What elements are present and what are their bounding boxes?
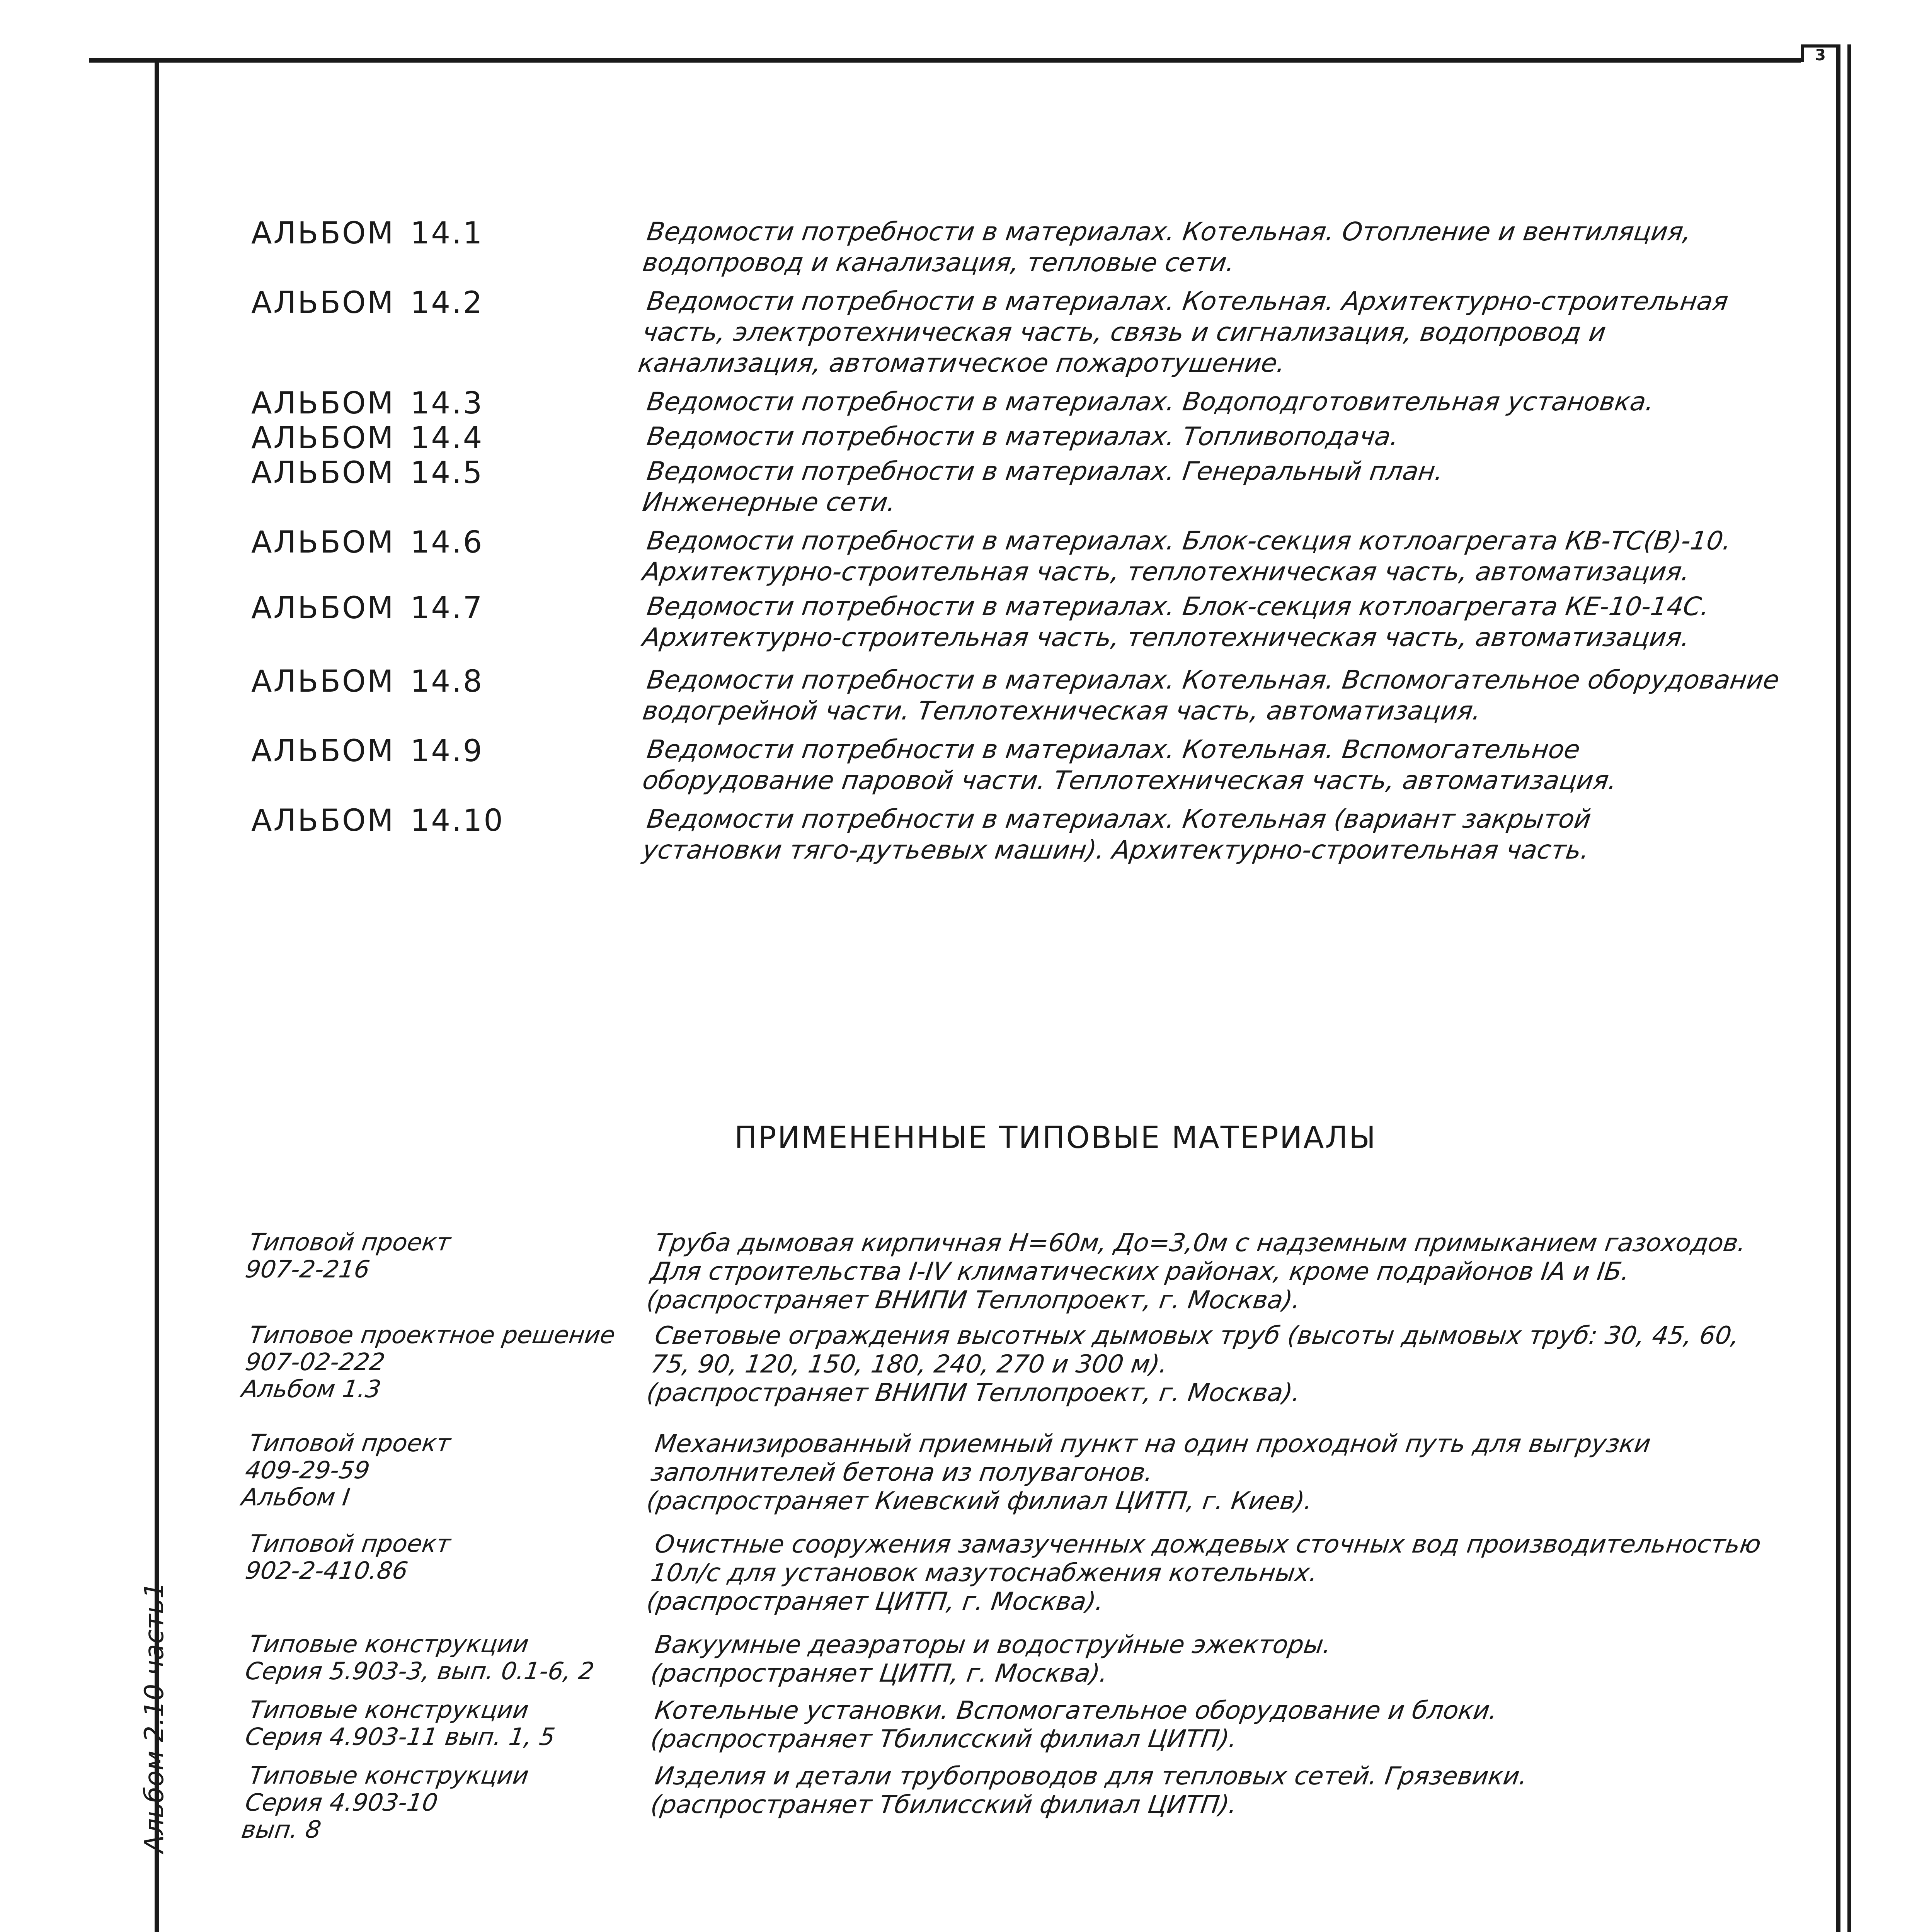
- album-description-line: водогрейной части. Теплотехническая часть, автоматизация.: [640, 696, 1483, 726]
- album-row: [251, 386, 1836, 420]
- material-description-line: Труба дымовая кирпичная Н=60м, До=3,0м с надземным примыканием газоходов.: [653, 1229, 1748, 1257]
- material-description-line: Изделия и детали трубопроводов для тепловых сетей. Грязевики.: [653, 1762, 1529, 1791]
- material-description: [649, 1696, 1836, 1753]
- material-description: [645, 1229, 1836, 1315]
- material-description-line: (распространяет Тбилисский филиал ЦИТП).: [649, 1791, 1239, 1819]
- material-reference: [239, 1229, 657, 1315]
- album-label: [251, 456, 649, 518]
- material-reference-line: Альбом I: [240, 1483, 352, 1511]
- album-word: АЛЬБОМ: [251, 803, 395, 838]
- album-word: АЛЬБОМ: [251, 286, 395, 320]
- album-label: [251, 665, 649, 726]
- material-row: [240, 1321, 1836, 1407]
- material-reference-line: Типовой проект: [247, 1228, 453, 1256]
- album-description: [641, 804, 1828, 866]
- album-description: [641, 734, 1828, 796]
- material-description-line: (распространяет ЦИТП, г. Москва).: [645, 1587, 1106, 1616]
- album-description: [645, 386, 1828, 420]
- album-description: [641, 456, 1828, 518]
- album-description-line: Ведомости потребности в материалах. Генеральный план.: [645, 456, 1445, 486]
- album-number: 14.2: [410, 286, 484, 320]
- album-description-line: Ведомости потребности в материалах. Котельная. Вспомогательное оборудование: [645, 665, 1781, 695]
- album-number: 14.4: [410, 421, 484, 456]
- album-description-line: установки тяго-дутьевых машин). Архитектурно-строительная часть.: [640, 835, 1592, 865]
- album-description: [641, 591, 1828, 653]
- album-description-line: Архитектурно-строительная часть, теплотехническая часть, автоматизация.: [640, 622, 1692, 652]
- album-description-line: канализация, автоматическое пожаротушение.: [636, 348, 1287, 378]
- material-reference: [243, 1631, 657, 1688]
- material-row: [243, 1529, 1836, 1616]
- material-reference: [239, 1430, 657, 1515]
- album-description-line: оборудование паровой части. Теплотехническая часть, автоматизация.: [640, 765, 1619, 795]
- album-row: [251, 804, 1836, 866]
- album-row: [251, 665, 1836, 726]
- material-reference: [239, 1321, 657, 1407]
- material-description: [649, 1631, 1836, 1688]
- album-label: [251, 286, 649, 379]
- album-description-line: Ведомости потребности в материалах. Котельная (вариант закрытой: [645, 804, 1593, 834]
- album-word: АЛЬБОМ: [251, 216, 395, 251]
- material-description-line: Очистные сооружения замазученных дождевых сточных вод производительностью: [653, 1530, 1763, 1559]
- album-description-line: Ведомости потребности в материалах. Топливоподача.: [645, 422, 1401, 451]
- album-word: АЛЬБОМ: [251, 734, 395, 769]
- album-word: АЛЬБОМ: [251, 525, 395, 560]
- frame-right-border-outer: [1847, 44, 1851, 1932]
- album-row: [251, 591, 1836, 653]
- album-description-line: часть, электротехническая часть, связь и сигнализация, водопровод и: [640, 317, 1608, 347]
- material-row: [243, 1630, 1836, 1688]
- material-row: [243, 1696, 1836, 1753]
- album-description: [645, 421, 1828, 455]
- album-description-line: Ведомости потребности в материалах. Водоподготовительная установка.: [645, 387, 1656, 417]
- material-reference-line: 902-2-410.86: [243, 1556, 410, 1585]
- section-title: ПРИМЕНЕННЫЕ ТИПОВЫЕ МАТЕРИАЛЫ: [734, 1121, 1377, 1155]
- material-description-line: Световые ограждения высотных дымовых труб (высоты дымовых труб: 30, 45, 60,: [653, 1321, 1741, 1350]
- album-description: [641, 526, 1828, 587]
- album-word: АЛЬБОМ: [251, 664, 395, 699]
- material-reference: [243, 1696, 657, 1753]
- material-row: [243, 1228, 1836, 1315]
- material-description-line: Механизированный приемный пункт на один проходной путь для выгрузки: [653, 1430, 1653, 1458]
- frame-right-border: [1836, 44, 1840, 1932]
- material-description: [645, 1530, 1836, 1616]
- album-label: [251, 526, 649, 587]
- album-row: [251, 526, 1836, 587]
- album-number: 14.1: [410, 216, 484, 251]
- album-number: 14.8: [410, 664, 484, 699]
- album-description-line: Инженерные сети.: [640, 487, 898, 517]
- material-description-line: (распространяет ЦИТП, г. Москва).: [649, 1659, 1110, 1688]
- album-label: [251, 591, 649, 653]
- material-reference-line: Альбом 1.3: [240, 1375, 383, 1403]
- album-row: [251, 456, 1836, 518]
- material-reference: [240, 1762, 657, 1843]
- album-row: [251, 734, 1836, 796]
- material-reference-line: Серия 4.903-11 вып. 1, 5: [243, 1723, 557, 1751]
- frame-top-line: [89, 58, 1801, 63]
- material-reference-line: Типовое проектное решение: [247, 1321, 617, 1349]
- material-description: [645, 1430, 1836, 1515]
- album-number: 14.5: [410, 456, 484, 490]
- album-label: [251, 804, 649, 866]
- album-word: АЛЬБОМ: [251, 421, 395, 456]
- album-row: [251, 216, 1836, 278]
- material-reference-line: Типовой проект: [247, 1429, 453, 1457]
- material-reference-line: 907-02-222: [243, 1348, 387, 1376]
- album-description-line: Ведомости потребности в материалах. Блок-секция котлоагрегата КВ-ТС(В)-10.: [645, 526, 1733, 556]
- album-number: 14.9: [410, 734, 484, 769]
- material-description-line: Вакуумные деаэраторы и водоструйные эжекторы.: [653, 1631, 1333, 1659]
- material-reference-line: Серия 5.903-3, вып. 0.1-6, 2: [243, 1657, 596, 1685]
- material-description-line: (распространяет ВНИПИ Теплопроект, г. Москва).: [645, 1286, 1302, 1315]
- album-description-line: водопровод и канализация, тепловые сети.: [640, 248, 1237, 277]
- page-number: 3: [1801, 44, 1840, 62]
- album-description: [641, 216, 1828, 278]
- material-description: [645, 1321, 1836, 1407]
- material-description-line: 10л/с для установок мазутоснабжения котельных.: [649, 1559, 1320, 1587]
- album-description-line: Ведомости потребности в материалах. Блок-секция котлоагрегата КЕ-10-14С.: [645, 592, 1711, 621]
- album-label: [251, 216, 649, 278]
- album-label: [251, 386, 649, 420]
- album-word: АЛЬБОМ: [251, 591, 395, 626]
- margin-note-album: Альбом 2.10 часть1: [139, 1582, 170, 1853]
- album-label: [251, 734, 649, 796]
- material-description-line: (распространяет Киевский филиал ЦИТП, г. Киев).: [645, 1487, 1314, 1515]
- material-description-line: заполнителей бетона из полувагонов.: [649, 1458, 1155, 1487]
- album-word: АЛЬБОМ: [251, 386, 395, 421]
- material-reference-line: вып. 8: [240, 1815, 323, 1844]
- album-word: АЛЬБОМ: [251, 456, 395, 490]
- album-description-line: Ведомости потребности в материалах. Котельная. Архитектурно-строительная: [645, 286, 1730, 316]
- album-description-line: Ведомости потребности в материалах. Котельная. Вспомогательное: [645, 735, 1582, 764]
- material-reference-line: Типовые конструкции: [247, 1761, 531, 1789]
- album-description-line: Ведомости потребности в материалах. Котельная. Отопление и вентиляция,: [645, 217, 1694, 247]
- album-description: [641, 665, 1828, 726]
- album-row: [251, 421, 1836, 455]
- material-description-line: (распространяет ВНИПИ Теплопроект, г. Москва).: [645, 1379, 1302, 1407]
- material-row: [240, 1761, 1836, 1844]
- material-reference-line: Типовые конструкции: [247, 1630, 531, 1658]
- album-number: 14.10: [410, 803, 505, 838]
- album-description-line: Архитектурно-строительная часть, теплотехническая часть, автоматизация.: [640, 557, 1692, 587]
- material-reference-line: Типовой проект: [247, 1529, 453, 1558]
- material-description-line: (распространяет Тбилисский филиал ЦИТП).: [649, 1725, 1239, 1753]
- material-description-line: 75, 90, 120, 150, 180, 240, 270 и 300 м).: [649, 1350, 1170, 1379]
- album-description: [636, 286, 1828, 379]
- material-reference-line: 409-29-59: [243, 1456, 372, 1484]
- margin-note: [139, 1132, 170, 1932]
- album-number: 14.3: [410, 386, 484, 421]
- material-reference-line: 907-2-216: [243, 1255, 372, 1283]
- material-reference: [239, 1530, 657, 1616]
- album-label: [251, 421, 649, 455]
- material-description-line: Котельные установки. Вспомогательное оборудование и блоки.: [653, 1696, 1500, 1725]
- material-reference-line: Серия 4.903-10: [243, 1788, 440, 1816]
- album-row: [251, 286, 1836, 379]
- material-row: [240, 1429, 1836, 1515]
- album-number: 14.6: [410, 525, 484, 560]
- material-reference-line: Типовые конструкции: [247, 1696, 531, 1724]
- material-description: [645, 1762, 1836, 1843]
- album-number: 14.7: [410, 591, 484, 626]
- material-description-line: Для строительства I-IV климатических районах, кроме подрайонов IА и IБ.: [649, 1257, 1632, 1286]
